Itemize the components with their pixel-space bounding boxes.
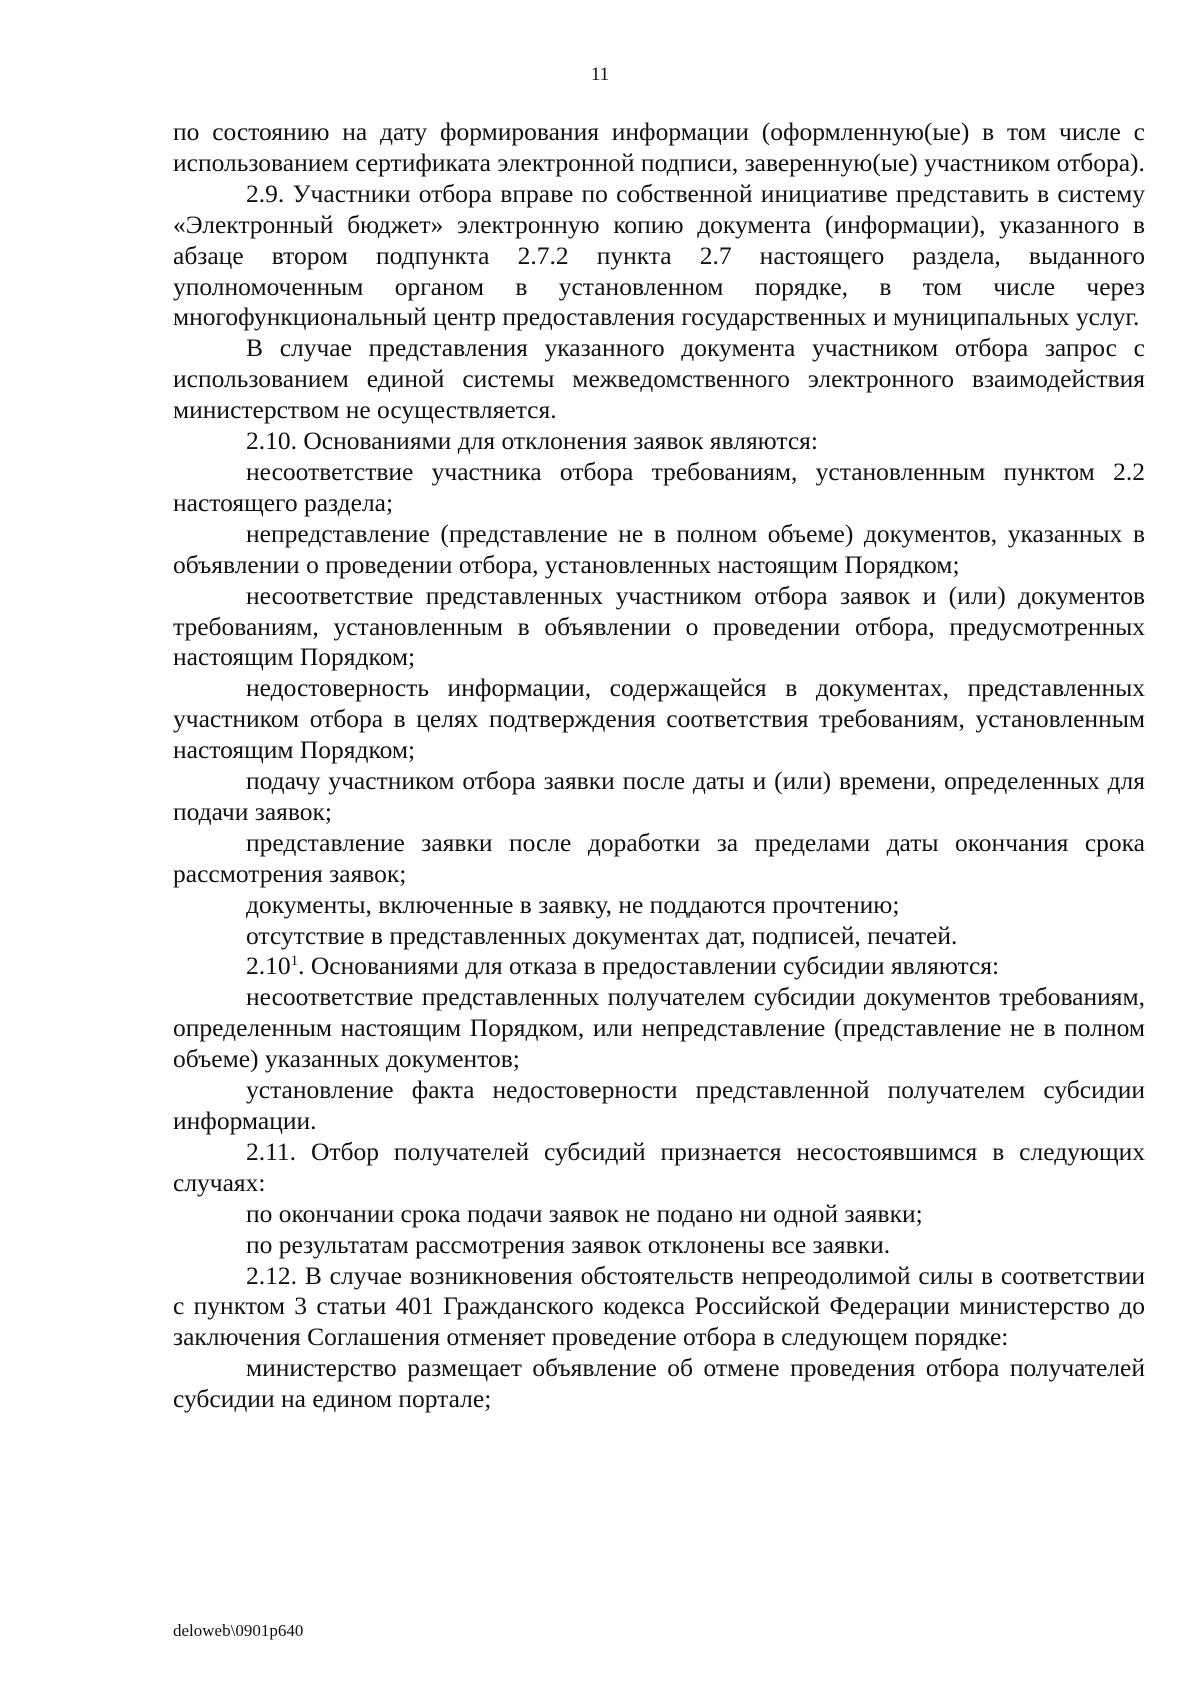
list-item-failed-2: по результатам рассмотрения заявок отклонены все заявки. bbox=[246, 1229, 891, 1259]
section-number: 2.10 bbox=[246, 951, 291, 981]
list-item-rejection-2: непредставление (представление не в полном объеме) документов, указанных в объявлении о проведении отбора, установленных настоящим Порядком; bbox=[173, 518, 1145, 579]
paragraph-2-9: 2.9. Участники отбора вправе по собственной инициативе представить в систему «Электронный бюджет» электронную копию документа (информации), указанного в абзаце втором подпункта 2.7.2 пункта 2.7 настоящего раздела, выданного уполномоченным органом в установленном порядке, в том числе через многофункциональный центр предоставления государственных и муниципальных услуг. bbox=[173, 178, 1145, 332]
list-item-rejection-3: несоответствие представленных участником отбора заявок и (или) документов требованиям, установленным в объявлении о проведении отбора, предусмотренных настоящим Порядком; bbox=[173, 580, 1145, 672]
list-item-rejection-5: подачу участником отбора заявки после даты и (или) времени, определенных для подачи заявок; bbox=[173, 766, 1145, 826]
list-item-refusal-1: несоответствие представленных получателем субсидии документов требованиям, определенным настоящим Порядком, или непредставление (представление не в полном объеме) указанных документов; bbox=[173, 982, 1145, 1074]
footer-document-code: deloweb\0901p640 bbox=[173, 1621, 304, 1640]
list-item-rejection-4: недостоверность информации, содержащейся в документах, представленных участником отбора в целях подтверждения соответствия требованиям, установленным настоящим Порядком; bbox=[173, 673, 1145, 765]
list-item-rejection-1: несоответствие участника отбора требованиям, установленным пунктом 2.2 настоящего раздела; bbox=[173, 456, 1145, 517]
list-item-rejection-8: отсутствие в представленных документах дат, подписей, печатей. bbox=[246, 920, 958, 950]
list-item-rejection-6: представление заявки после доработки за пределами даты окончания срока рассмотрения заявок; bbox=[173, 827, 1145, 888]
paragraph-2-10-1-heading bbox=[173, 951, 1145, 982]
paragraph-2-12: 2.12. В случае возникновения обстоятельств непреодолимой силы в соответствии с пунктом 3 статьи 401 Гражданского кодекса Российской Федерации министерство до заключения Соглашения отменяет проведение отбора в следующем порядке: bbox=[173, 1260, 1145, 1352]
paragraph-2-10-heading: 2.10. Основаниями для отклонения заявок являются: bbox=[246, 426, 818, 456]
list-item-refusal-2: установление факта недостоверности представленной получателем субсидии информации. bbox=[173, 1075, 1145, 1135]
section-heading-text: . Основаниями для отказа в предоставлении субсидии являются: bbox=[298, 951, 1000, 981]
page-number: 11 bbox=[590, 64, 610, 85]
paragraph-2-11: 2.11. Отбор получателей субсидий признается несостоявшимся в следующих случаях: bbox=[173, 1136, 1145, 1197]
paragraph-continuation: по состоянию на дату формирования информации (оформленную(ые) в том числе с использованием сертификата электронной подписи, заверенную(ые) участником отбора). bbox=[173, 117, 1145, 177]
list-item-failed-1: по окончании срока подачи заявок не подано ни одной заявки; bbox=[246, 1198, 923, 1228]
paragraph-request-note: В случае представления указанного документа участником отбора запрос с использованием единой системы межведомственного электронного взаимодействия министерством не осуществляется. bbox=[173, 333, 1145, 425]
section-superscript: 1 bbox=[290, 953, 299, 970]
list-item-rejection-7: документы, включенные в заявку, не поддаются прочтению; bbox=[246, 889, 900, 919]
list-item-cancel-1: министерство размещает объявление об отмене проведения отбора получателей субсидии на едином портале; bbox=[173, 1353, 1145, 1414]
document-body bbox=[173, 117, 1145, 1415]
